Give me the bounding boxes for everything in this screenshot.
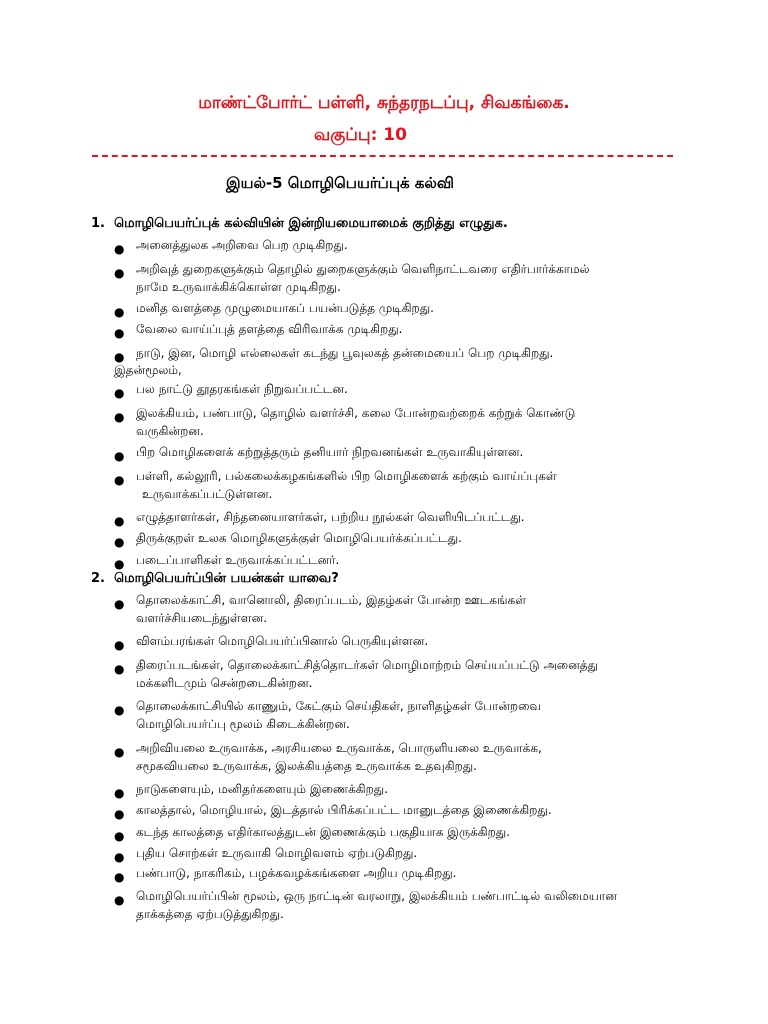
bullet-icon: ● xyxy=(114,638,125,652)
question-text: மொழிபெயர்ப்பின் பயன்கள் யாவை? xyxy=(114,571,339,586)
question-1 xyxy=(91,216,508,232)
bullet-icon: ● xyxy=(114,703,125,717)
bullet-icon: ● xyxy=(114,514,125,528)
bullet-icon: ● xyxy=(114,662,125,676)
bullet-icon: ● xyxy=(114,535,125,549)
bullet-icon: ● xyxy=(114,266,125,280)
bullet-icon: ● xyxy=(114,305,125,319)
bullet-icon: ● xyxy=(114,557,125,571)
document-page: மாண்ட்போர்ட் பள்ளி, சுந்தரநடப்பு, சிவகங்கை. வகுப்பு: 10 இயல்-5 மொழிபெயர்ப்புக் கல்வி 1. மொழிபெயர்ப்புக் கல்வியின் இன்றியமையாமைக் குறித்து எழுதுக. ● அனைத்துலக அறிவை பெற முடிகிறது. ● அறிவுத் துறைகளுக்கும் தொழில் துறைகளுக்கும் வெளிநாட்டவரை எதிர்பார்க்காமல் நாமே உருவாக்கிக்கொள்ள முடிகிறது. ● மனித வளத்தை முழுமையாகப் பயன்படுத்த முடிகிறது. ● வேலை வாய்ப்புத் தளத்தை விரிவாக்க முடிகிறது. ● நாடு, இன, மொழி எல்லைகள் கடந்து பூவுலகத் தன்மையைப் பெற முடிகிறது. இதன்மூலம், ● பல நாட்டு தூதரகங்கள் நிறுவப்பட்டன. ● இலக்கியம், பண்பாடு, தொழில் வளர்ச்சி, கலை போன்றவற்றைக் கற்றுக் கொண்டு வருகின்றன. ● பிற மொழிகளைக் கற்றுத்தரும் தனியார் நிறவனங்கள் உருவாகியுள்ளன. ● பள்ளி, கல்லூரி, பல்கலைக்கழகங்களில் பிற மொழிகளைக் கற்கும் வாய்ப்புகள் உருவாக்கப்பட்டுள்ளன. ● எழுத்தாளர்கள், சிந்தனையாளர்கள், பற்றிய நூல்கள் வெளியிடப்பட்டது. ● திருக்குறள் உலக மொழிகளுக்குள் மொழிபெயர்க்கப்பட்டது. ● படைப்பாளிகள் உருவாக்கப்பட்டனர். 2. மொழிபெயர்ப்பின் பயன்கள் யாவை? ● தொலைக்காட்சி, வானொலி, திரைப்படம், இதழ்கள் போன்ற ஊடகங்கள் வளர்ச்சியடைந்துள்ளன. ● விளம்பரங்கள் மொழிபெயர்ப்பினால் பெருகியுள்ளன. ● திரைப்படங்கள், தொலைக்காட்சித்தொடர்கள் மொழிமாற்றம் செய்யப்பட்டு அனைத்து மக்களிடமும் சென்றடைகின்றன. ● தொலைக்காட்சியில் காணும், கேட்கும் செய்திகள், நாளிதழ்கள் போன்றவை மொழிபெயர்ப்பு மூலம் கிடைக்கின்றன. ● அறிவியலை உருவாக்க, அரசியலை உருவாக்க, பொருளியலை உருவாக்க, சமூகவியலை உருவாக்க, இலக்கியத்தை உருவாக்க உதவுகிறது. ● நாடுகளையும், மனிதர்களையும் இணைக்கிறது. ● காலத்தால், மொழியால், இடத்தால் பிரிக்கப்பட்ட மானுடத்தை இணைக்கிறது. ● கடந்த காலத்தை எதிர்காலத்துடன் இணைக்கும் பகுதியாக இருக்கிறது. ● புதிய சொற்கள் உருவாகி மொழிவளம் ஏற்படுகிறது. ● பண்பாடு, நாகரிகம், பழக்கவழக்கங்களை அறிய முடிகிறது. ● மொழிபெயர்ப்பின் மூலம், ஒரு நாட்டின் வரலாறு, இலக்கியம் பண்பாட்டில் வலிமையான தாக்கத்தை ஏற்படுத்துகிறது. xyxy=(0,0,768,1024)
bullet-icon: ● xyxy=(114,850,125,864)
question-number: 1. xyxy=(91,216,105,231)
bullet-icon: ● xyxy=(114,786,125,800)
bullet-icon: ● xyxy=(114,597,125,611)
question-text: மொழிபெயர்ப்புக் கல்வியின் இன்றியமையாமைக் குறித்து எழுதுக. xyxy=(114,216,508,231)
question-2 xyxy=(91,571,339,587)
bullet-icon: ● xyxy=(114,473,125,487)
bullet-icon: ● xyxy=(114,893,125,907)
connector-text: இதன்மூலம், xyxy=(114,363,182,377)
bullet-icon: ● xyxy=(114,386,125,400)
class-label: வகுப்பு: 10 xyxy=(314,125,407,145)
school-title: மாண்ட்போர்ட் பள்ளி, சுந்தரநடப்பு, சிவகங்கை. xyxy=(198,93,570,113)
bullet-icon: ● xyxy=(114,807,125,821)
bullet-icon: ● xyxy=(114,326,125,340)
bullet-icon: ● xyxy=(114,449,125,463)
bullet-icon: ● xyxy=(114,870,125,884)
question-number: 2. xyxy=(91,571,105,586)
unit-title: இயல்-5 மொழிபெயர்ப்புக் கல்வி xyxy=(226,174,454,192)
dashed-divider xyxy=(92,155,673,157)
bullet-icon: ● xyxy=(114,745,125,759)
bullet-icon: ● xyxy=(114,350,125,364)
bullet-icon: ● xyxy=(114,242,125,256)
bullet-icon: ● xyxy=(114,410,125,424)
bullet-icon: ● xyxy=(114,829,125,843)
